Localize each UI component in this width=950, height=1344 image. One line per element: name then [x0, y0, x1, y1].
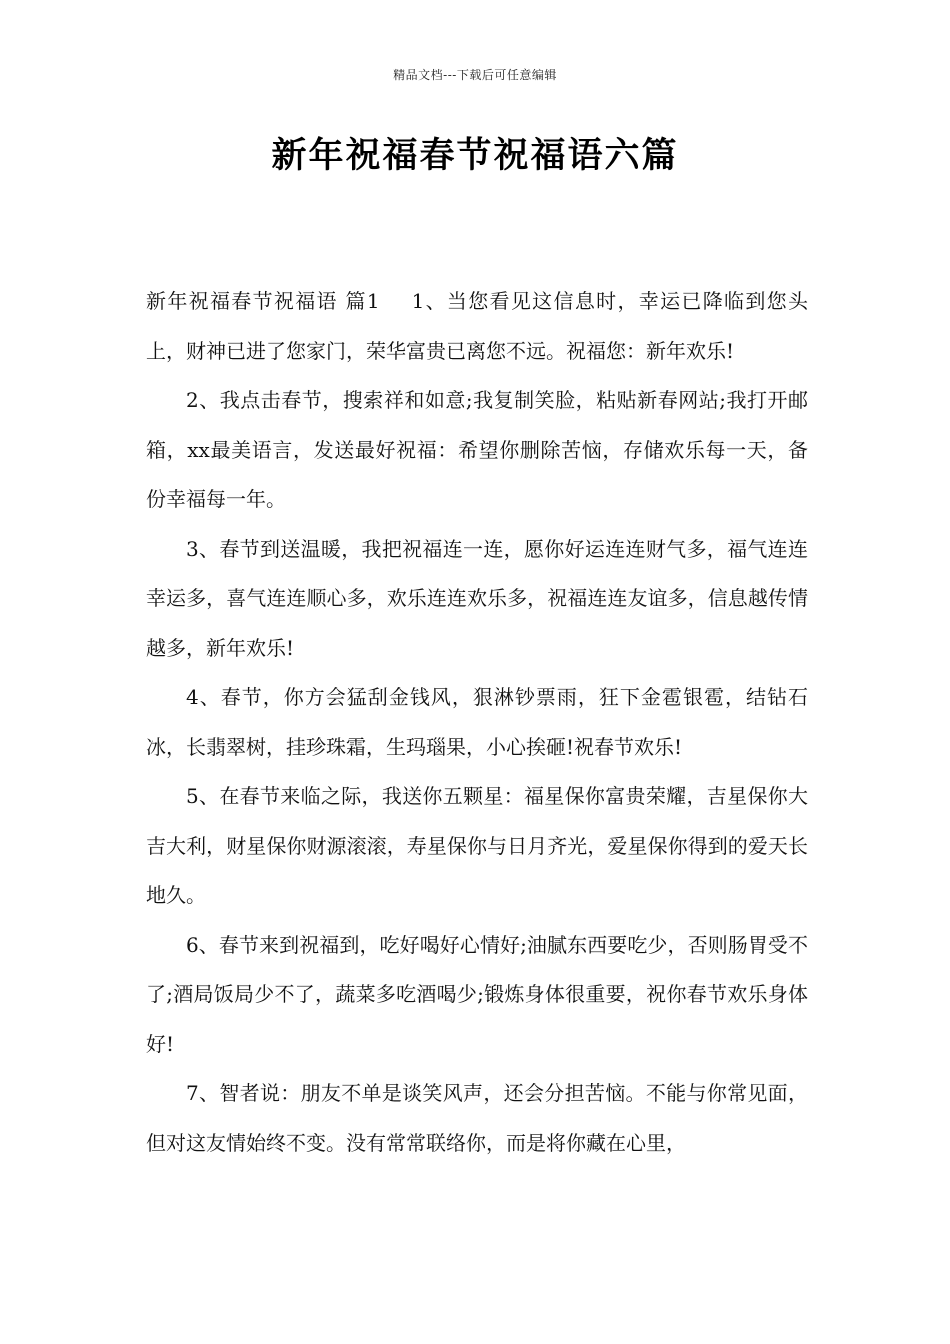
paragraph-2: 2、我点击春节，搜索祥和如意;我复制笑脸，粘贴新春网站;我打开邮箱，xx最美语言，发送最好祝福：希望你删除苦恼，存储欢乐每一天，备份幸福每一年。	[146, 388, 808, 511]
paragraph-1	[146, 277, 808, 376]
paragraph-3: 3、春节到送温暖，我把祝福连一连，愿你好运连连财气多，福气连连幸运多，喜气连连顺心多，欢乐连连欢乐多，祝福连连友谊多，信息越传情越多，新年欢乐!	[146, 536, 808, 660]
paragraph-1-text: 1、当您看见这信息时，幸运已降临到您头上，财神已进了您家门，荣华富贵已离您不远。祝福您：新年欢乐!	[146, 289, 808, 363]
paragraph-6: 6、春节来到祝福到，吃好喝好心情好;油腻东西要吃少，否则肠胃受不了;酒局饭局少不了，蔬菜多吃酒喝少;锻炼身体很重要，祝你春节欢乐身体好!	[146, 932, 808, 1056]
document-body	[146, 277, 808, 1168]
document-title: 新年祝福春节祝福语六篇	[271, 135, 679, 176]
paragraph-7: 7、智者说：朋友不单是谈笑风声，还会分担苦恼。不能与你常见面，但对这友情始终不变。没有常常联络你，而是将你藏在心里，	[146, 1081, 808, 1155]
section-heading: 新年祝福春节祝福语 篇1	[146, 289, 380, 313]
paragraph-4: 4、春节，你方会猛刮金钱风，狠淋钞票雨，狂下金雹银雹，结钻石冰，长翡翠树，挂珍珠霜，生玛瑙果，小心挨砸!祝春节欢乐!	[146, 685, 808, 759]
paragraph-5: 5、在春节来临之际，我送你五颗星：福星保你富贵荣耀，吉星保你大吉大利，财星保你财源滚滚，寿星保你与日月齐光，爱星保你得到的爱天长地久。	[146, 784, 808, 907]
header-note: 精品文档---下载后可任意编辑	[393, 68, 557, 82]
